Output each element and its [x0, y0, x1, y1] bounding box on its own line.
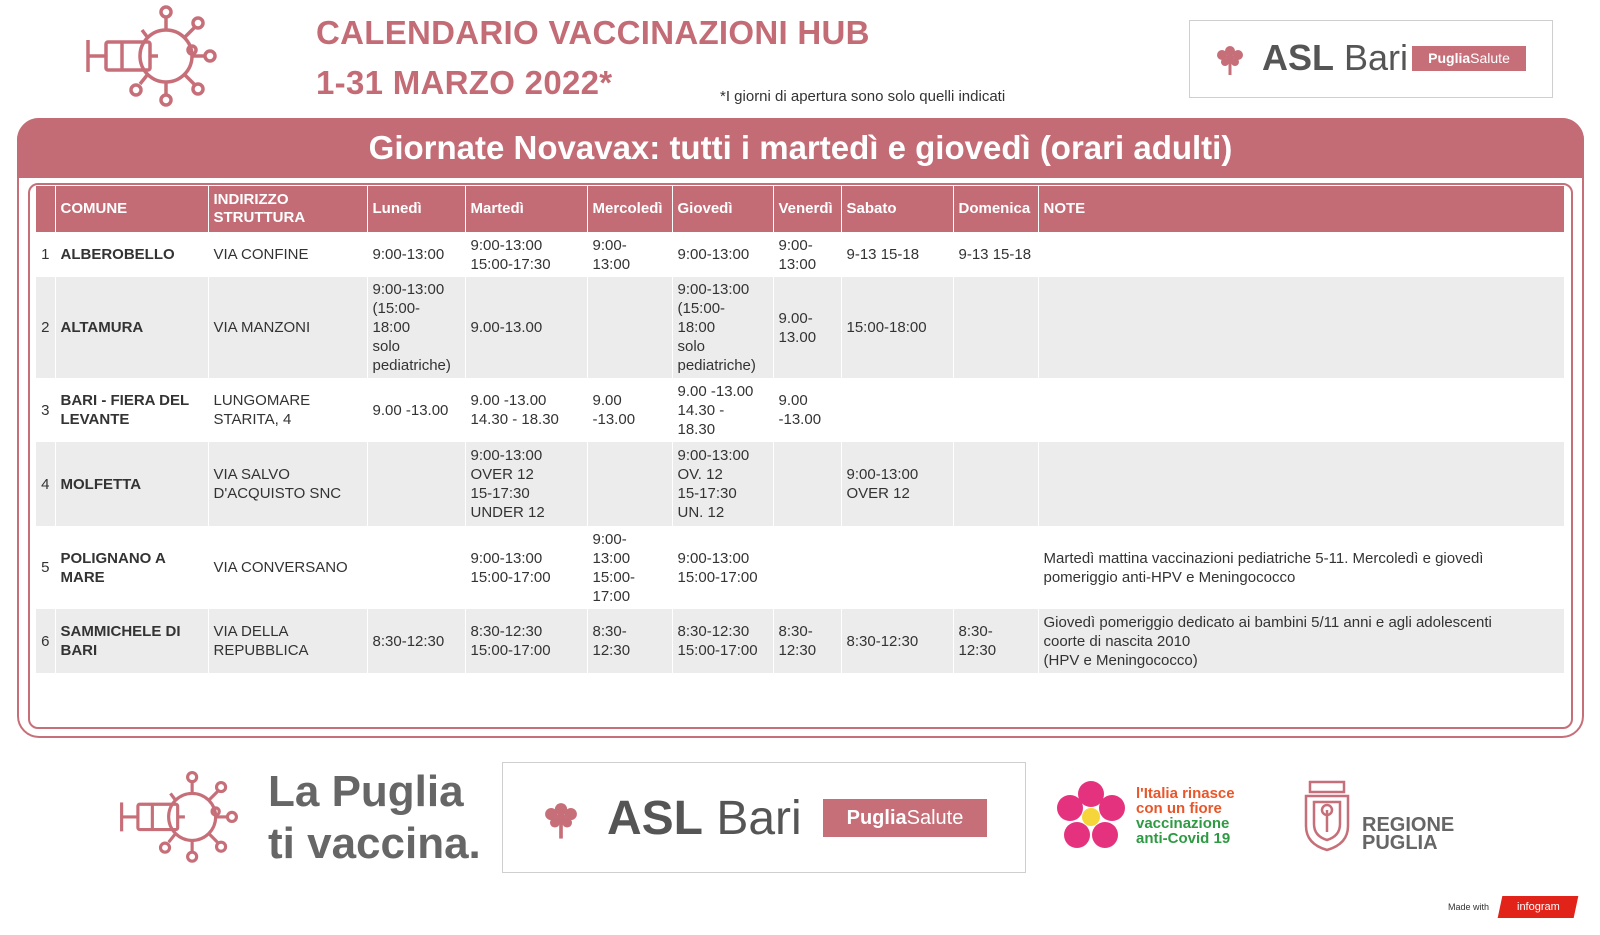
- cell-mercoledi: [587, 277, 672, 378]
- cell-note: [1038, 232, 1564, 277]
- cell-martedi: 9:00-13:00 15:00-17:30: [465, 232, 587, 277]
- table-row: [36, 378, 1564, 442]
- table-row: [36, 442, 1564, 526]
- cell-comune: MOLFETTA: [55, 442, 208, 526]
- regione-puglia-logo: REGIONE PUGLIA: [1362, 814, 1455, 854]
- cell-domenica: [953, 277, 1038, 378]
- col-header-note: NOTE: [1038, 186, 1564, 232]
- row-index: 3: [36, 378, 55, 442]
- cell-lunedi: 9:00-13:00 (15:00- 18:00 solo pediatriche): [367, 277, 465, 378]
- row-index: 5: [36, 526, 55, 609]
- cell-lunedi: [367, 442, 465, 526]
- cell-comune: POLIGNANO A MARE: [55, 526, 208, 609]
- syringe-virus-logo-icon: [84, 2, 230, 108]
- cell-lunedi: 9:00-13:00: [367, 232, 465, 277]
- cell-domenica: [953, 378, 1038, 442]
- table-header-row: [36, 186, 1564, 232]
- cell-note: [1038, 277, 1564, 378]
- cell-mercoledi: 9.00 -13.00: [587, 378, 672, 442]
- cell-domenica: [953, 442, 1038, 526]
- cell-mercoledi: [587, 442, 672, 526]
- cell-martedi: 8:30-12:30 15:00-17:00: [465, 609, 587, 673]
- asl-city: Bari: [1344, 37, 1409, 78]
- cell-lunedi: 9.00 -13.00: [367, 378, 465, 442]
- cell-venerdi: 8:30- 12:30: [773, 609, 841, 673]
- cell-comune: SAMMICHELE DI BARI: [55, 609, 208, 673]
- cell-giovedi: 9:00-13:00: [672, 232, 773, 277]
- regione-crest-icon: [1302, 778, 1352, 852]
- asl-brand: ASL: [607, 792, 703, 845]
- table-row: [36, 609, 1564, 673]
- cell-sabato: 15:00-18:00: [841, 277, 953, 378]
- page-subtitle-dates: 1-31 MARZO 2022*: [316, 64, 613, 101]
- cell-note: Martedì mattina vaccinazioni pediatriche 5-11. Mercoledì e giovedì pomeriggio anti-HPV e Meningococco: [1038, 526, 1564, 609]
- col-header-martedi: Martedì: [465, 186, 587, 232]
- italia-rinasce-logo: l'Italia rinasce con un fiore vaccinazione anti-Covid 19: [1136, 785, 1235, 847]
- row-index: 1: [36, 232, 55, 277]
- cell-giovedi: 9:00-13:00 15:00-17:00: [672, 526, 773, 609]
- asl-bari-logo-bottom: [502, 762, 1026, 873]
- cell-martedi: 9.00 -13.00 14.30 - 18.30: [465, 378, 587, 442]
- cell-sabato: 9:00-13:00 OVER 12: [841, 442, 953, 526]
- cell-note: [1038, 442, 1564, 526]
- cell-sabato: 9-13 15-18: [841, 232, 953, 277]
- cell-indirizzo: LUNGOMARE STARITA, 4: [208, 378, 367, 442]
- syringe-virus-logo-icon: [118, 766, 250, 866]
- row-index: 6: [36, 609, 55, 673]
- cell-venerdi: 9.00 -13.00: [773, 378, 841, 442]
- table-row: [36, 232, 1564, 277]
- tree-icon: [1212, 41, 1248, 77]
- cell-venerdi: 9.00- 13.00: [773, 277, 841, 378]
- cell-sabato: [841, 378, 953, 442]
- cell-comune: ALBEROBELLO: [55, 232, 208, 277]
- table-row: [36, 526, 1564, 609]
- col-header-mercoledi: Mercoledì: [587, 186, 672, 232]
- cell-domenica: 8:30- 12:30: [953, 609, 1038, 673]
- slogan-line1: La Puglia: [268, 767, 464, 816]
- cell-domenica: [953, 526, 1038, 609]
- cell-martedi: 9.00-13.00: [465, 277, 587, 378]
- cell-martedi: 9:00-13:00 15:00-17:00: [465, 526, 587, 609]
- schedule-table: [36, 186, 1564, 673]
- table-row: [36, 277, 1564, 378]
- infogram-badge[interactable]: infogram: [1498, 896, 1579, 918]
- col-header-lunedi: Lunedì: [367, 186, 465, 232]
- cell-giovedi: 9:00-13:00 (15:00- 18:00 solo pediatriche): [672, 277, 773, 378]
- cell-lunedi: [367, 526, 465, 609]
- col-header-sabato: Sabato: [841, 186, 953, 232]
- cell-venerdi: 9:00- 13:00: [773, 232, 841, 277]
- pugliasalute-badge: PugliaSalute: [823, 799, 987, 837]
- cell-mercoledi: 9:00- 13:00: [587, 232, 672, 277]
- col-header-indirizzo: INDIRIZZO STRUTTURA: [208, 186, 367, 232]
- slogan-line2: ti vaccina.: [268, 819, 481, 868]
- asl-city: Bari: [716, 792, 802, 845]
- cell-giovedi: 8:30-12:30 15:00-17:00: [672, 609, 773, 673]
- cell-giovedi: 9:00-13:00 OV. 12 15-17:30 UN. 12: [672, 442, 773, 526]
- slogan: [268, 766, 481, 870]
- cell-sabato: [841, 526, 953, 609]
- cell-venerdi: [773, 526, 841, 609]
- cell-note: Giovedì pomeriggio dedicato ai bambini 5/11 anni e agli adolescenti coorte di nascita 2010 (HPV e Meningococco): [1038, 609, 1564, 673]
- cell-lunedi: 8:30-12:30: [367, 609, 465, 673]
- cell-indirizzo: VIA DELLA REPUBBLICA: [208, 609, 367, 673]
- cell-sabato: 8:30-12:30: [841, 609, 953, 673]
- cell-comune: ALTAMURA: [55, 277, 208, 378]
- flower-icon: [1054, 780, 1128, 854]
- col-header-domenica: Domenica: [953, 186, 1038, 232]
- row-index: 2: [36, 277, 55, 378]
- cell-indirizzo: VIA SALVO D'ACQUISTO SNC: [208, 442, 367, 526]
- col-header-index: [36, 186, 55, 232]
- cell-giovedi: 9.00 -13.00 14.30 - 18.30: [672, 378, 773, 442]
- row-index: 4: [36, 442, 55, 526]
- page-title: CALENDARIO VACCINAZIONI HUB: [316, 14, 870, 51]
- cell-mercoledi: 9:00- 13:00 15:00- 17:00: [587, 526, 672, 609]
- cell-comune: BARI - FIERA DEL LEVANTE: [55, 378, 208, 442]
- col-header-venerdi: Venerdì: [773, 186, 841, 232]
- cell-indirizzo: VIA MANZONI: [208, 277, 367, 378]
- opening-days-note: *I giorni di apertura sono solo quelli indicati: [720, 88, 1006, 105]
- cell-indirizzo: VIA CONFINE: [208, 232, 367, 277]
- cell-indirizzo: VIA CONVERSANO: [208, 526, 367, 609]
- cell-mercoledi: 8:30- 12:30: [587, 609, 672, 673]
- pugliasalute-badge: PugliaSalute: [1412, 46, 1526, 71]
- cell-martedi: 9:00-13:00 OVER 12 15-17:30 UNDER 12: [465, 442, 587, 526]
- col-header-comune: COMUNE: [55, 186, 208, 232]
- col-header-giovedi: Giovedì: [672, 186, 773, 232]
- novavax-banner: Giornate Novavax: tutti i martedì e giovedì (orari adulti): [17, 118, 1584, 178]
- cell-domenica: 9-13 15-18: [953, 232, 1038, 277]
- asl-bari-logo-top: [1189, 20, 1553, 98]
- cell-note: [1038, 378, 1564, 442]
- made-with-label: Made with: [1448, 902, 1490, 912]
- cell-venerdi: [773, 442, 841, 526]
- asl-brand: ASL: [1262, 37, 1334, 78]
- tree-icon: [539, 797, 583, 841]
